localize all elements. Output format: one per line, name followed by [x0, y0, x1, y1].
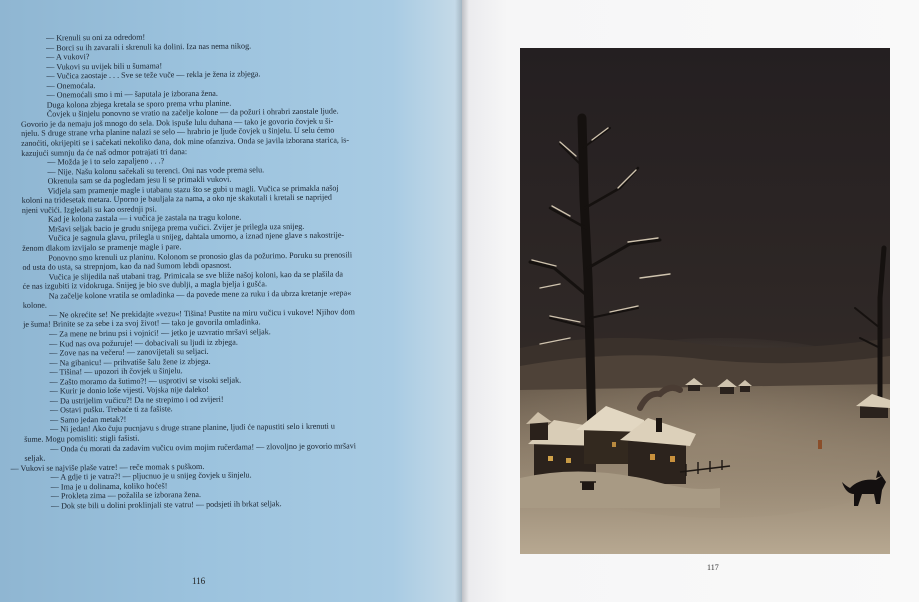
text-line: — Vukovi se najviše plaše vatre! — reče momak s puškom.: [10, 461, 205, 473]
text-line: Govorio je da nemaju još mnogo do sela. Dok ispuše lulu duhana — tako je govorio čovjek u ši-: [20, 116, 334, 129]
right-page: [462, 0, 919, 602]
text-line: — Kud nas ova požuruje! — dobacivali su ljudi iz zbjega.: [49, 337, 238, 349]
text-line: — Za mene ne brinu psi i vojnici! — jetko je uzvratio mršavi seljak.: [49, 327, 271, 339]
text-line: njeni vučići. Izgledali su kao osrednji psi.: [21, 204, 157, 215]
text-line: će nas izgubiti iz vidokruga. Snijeg je bio sve dublji, a magla bjelja i gušća.: [22, 279, 268, 292]
text-line: — Kurir je donio loše vijesti. Vojska nije daleko!: [49, 385, 209, 396]
text-line: — A gdje ti je vatra?! — pljucnuo je u snijeg čovjek u šinjelu.: [50, 470, 252, 482]
winter-village-night-illustration-icon: [520, 48, 890, 554]
text-line: — Vučica zaostaje . . . Sve se teže vuče — rekla je žena iz zbjega.: [46, 69, 261, 81]
text-line: — Tišina! — upozori ih čovjek u šinjelu.: [49, 366, 183, 377]
text-line: — Onemoćali smo i mi — šaputala je izborana žena.: [46, 89, 218, 100]
text-line: seljak.: [24, 453, 46, 463]
text-line: njelu. S druge strane vrha planine nalazi se selo — hrabrio je ljude čovjek u šinjelu. U selu ćemo: [20, 126, 335, 139]
text-line: — Onda ću morati da zadavim vučicu ovim mojim ručerdama! — zlovoljno je govorio mršavi: [50, 440, 357, 454]
text-line: Vučica je sagnula glavu, prilegla u snijeg, dahtala umorno, a iznad njene glave s nakostrije-: [48, 230, 345, 244]
text-line: od usta do usta, sa strepnjom, kao da nad šumom lebdi opasnost.: [22, 260, 232, 272]
page-number-left: 116: [192, 576, 206, 586]
text-line: — Ima je u dolinama, koliko hoćeš!: [50, 481, 168, 492]
text-line: — Vukovi su uvijek bili u šumama!: [46, 61, 163, 72]
text-line: Ponovno smo krenuli uz planinu. Kolonom se pronosio glas da požurimo. Poruku su prenosili: [48, 249, 353, 263]
text-line: ženom dlakom izvijalo se pramenje magle i pare.: [22, 242, 182, 253]
text-line: Duga kolona zbjega kretala se sporo prema vrhu planine.: [46, 98, 232, 110]
text-line: — Borci su ih zavarali i skrenuli ka dolini. Iza nas nema nikog.: [46, 40, 252, 53]
text-line: — Ne okrećite se! Ne prekidajte »vezu«! Tišina! Pustite na miru vučicu i vukove! Njihov dom: [48, 307, 355, 320]
text-line: Kad je kolona zastala — i vučica je zastala na tragu kolone.: [47, 212, 242, 224]
text-line: — Možda je i to selo zapaljeno . . .?: [47, 156, 165, 167]
text-line: — Onemoćala.: [46, 80, 96, 91]
page-number-right: 117: [707, 563, 719, 572]
text-line: — Ni jedan! Ako čuju pucnjavu s druge strane planine, ljudi će napustiti selo i krenuti u: [50, 421, 335, 434]
text-line: je šuma! Brinite se za sebe i za svoj život! — tako je govorila omladinka.: [22, 317, 261, 330]
text-line: — Samo jedan metak?!: [49, 414, 127, 425]
text-line: Čovjek u šinjelu ponovno se vratio na začelje kolone — da požuri i ohrabri zaostale ljude.: [46, 106, 339, 119]
text-line: — Zašto moramo da šutimo?! — usprotivi se visoki seljak.: [49, 375, 242, 387]
text-line: kolone.: [22, 300, 47, 311]
text-line: Okrenula sam se da pogledam jesu li se primakli vukovi.: [47, 174, 232, 186]
text-line: — Krenuli su oni za odredom!: [45, 32, 146, 43]
book-gutter: [455, 0, 469, 602]
text-line: Mršavi seljak bacio je grudu snijega prema vučici. Zvijer je prilegla uza snijeg.: [47, 221, 305, 234]
text-line: — Da ustrijelim vučicu?! Da ne strepimo i od zvijeri!: [49, 394, 224, 406]
text-line: Vidjela sam pramenje magle i utabanu stazu što se gubi u magli. Vučica se primakla našoj: [47, 183, 339, 196]
text-line: Na začelje kolone vratila se omladinka — da povede mene za ruku i da ubrza kretanje »repa«: [48, 288, 352, 301]
story-text: [6, 30, 427, 512]
text-line: Vučica je slijedila naš utabani trag. Primicala se sve bliže našoj koloni, kao da se plašila da: [48, 269, 343, 282]
text-line: kazujući sumnju da će naš odmor potrajati tri dana:: [21, 146, 188, 158]
text-line: — Ostavi pušku. Trebaće ti za fašiste.: [49, 404, 173, 415]
text-line: — Na gibanicu! — prihvatiše šalu žene iz zbjega.: [49, 356, 211, 368]
text-line: — A vukovi?: [46, 52, 90, 62]
text-line: šume. Mogu pomisliti: stigli fašisti.: [24, 433, 140, 444]
text-line: — Prokleta zima — požalila se izborana žena.: [50, 490, 202, 501]
text-line: — Nije. Našu kolonu sačekali su terenci. Oni nas vode prema selu.: [47, 164, 265, 177]
text-line: — Dok ste bili u dolini proklinjali ste vatru! — podsjeti ih brkat seljak.: [50, 498, 282, 511]
winter-village-illustration: [520, 48, 890, 554]
text-line: — Zove nas na večeru! — zanovijetali su seljaci.: [49, 346, 209, 358]
text-line: koloni na tridesetak metara. Uporno je bauljala za nama, a oko nje skakutali i kretali se naprijed: [21, 192, 332, 206]
text-line: zanoćiti, okrijepiti se i sačekati nekoliko dana, dok mine ofanziva. Onda se javila izborana starica, is-: [21, 135, 350, 148]
